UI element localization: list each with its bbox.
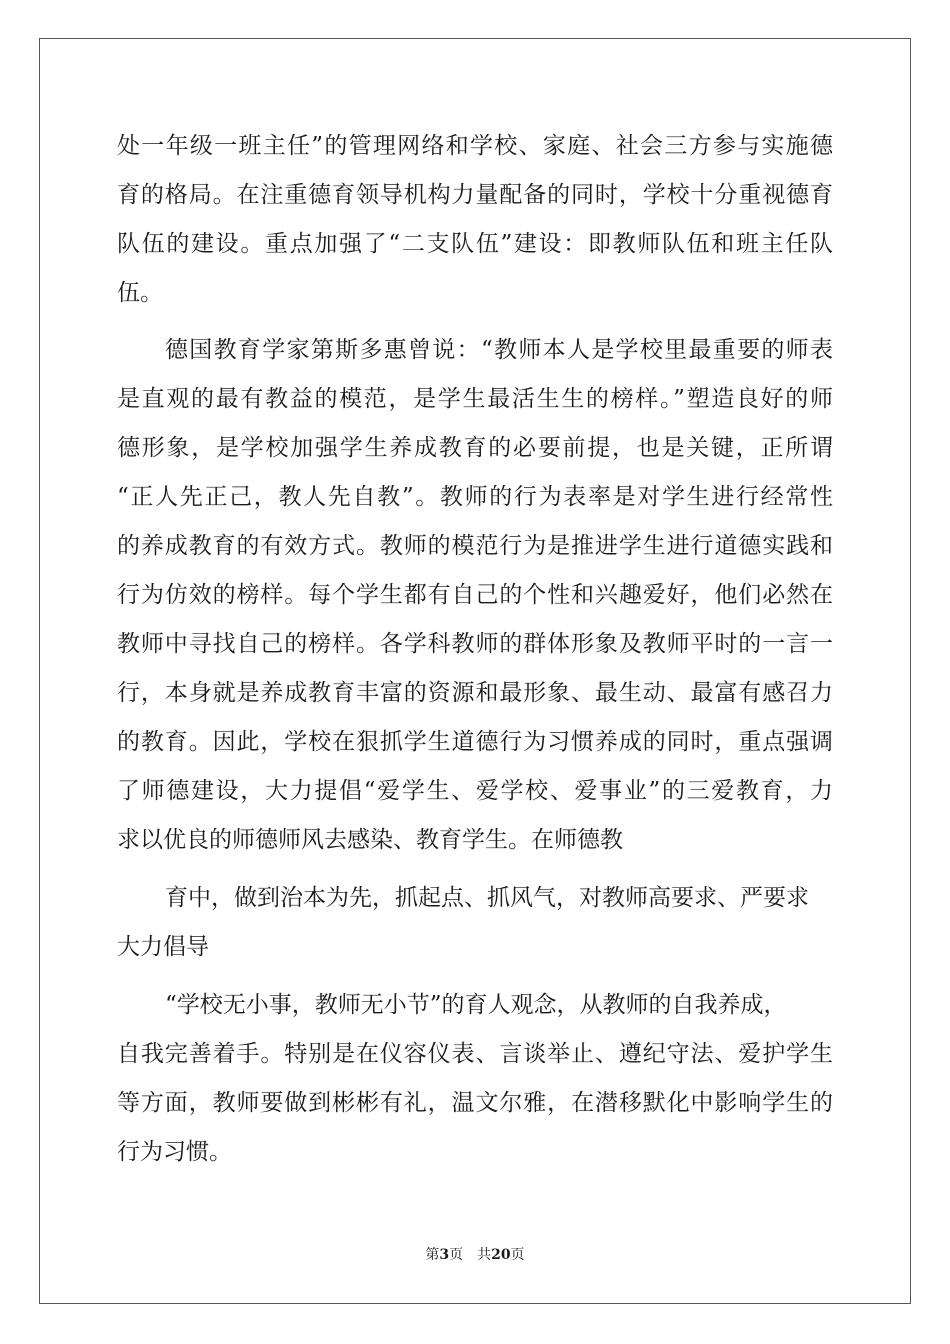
total-suffix: 页 (510, 1247, 525, 1263)
text-line: 求以优良的师德师风去感染、教育学生。在师德教 (117, 827, 623, 853)
text-line: 的教育。因此，学校在狠抓学生道德行为习惯养成的同时，重点强调 (117, 729, 833, 755)
page-prefix: 第 (425, 1247, 440, 1263)
text-line: 等方面，教师要做到彬彬有礼，温文尔雅，在潜移默化中影响学生的 (117, 1090, 833, 1116)
text-line: 的养成教育的有效方式。教师的模范行为是推进学生进行道德实践和 (117, 533, 833, 559)
text-line: “正人先正己，教人先自教”。教师的行为表率是对学生进行经常性 (117, 484, 833, 510)
text-line: 队伍的建设。重点加强了“二支队伍”建设：即教师队伍和班主任队 (117, 231, 833, 257)
text-line: 自我完善着手。特别是在仪容仪表、言谈举止、遵纪守法、爱护学生 (117, 1041, 833, 1067)
text-line: 是直观的最有教益的模范，是学生最活生生的榜样。”塑造良好的师 (117, 386, 833, 412)
text-line: 了师德建设，大力提倡“爱学生、爱学校、爱事业”的三爱教育，力 (117, 778, 833, 804)
total-page-number: 20 (491, 1247, 511, 1263)
text-line: 德形象，是学校加强学生养成教育的必要前提，也是关键，正所谓 (117, 435, 833, 461)
paragraph-start-line: 育中，做到治本为先，抓起点、抓风气，对教师高要求、严要求 (165, 885, 809, 911)
text-line: 教师中寻找自己的榜样。各学科教师的群体形象及教师平时的一言一 (117, 631, 833, 657)
text-line: 伍。 (117, 280, 163, 306)
text-line: 行，本身就是养成教育丰富的资源和最形象、最生动、最富有感召力 (117, 680, 833, 706)
text-line: 育的格局。在注重德育领导机构力量配备的同时，学校十分重视德育 (117, 182, 833, 208)
page-suffix: 页 (449, 1247, 464, 1263)
text-line: 行为仿效的榜样。每个学生都有自己的个性和兴趣爱好，他们必然在 (117, 582, 833, 608)
text-line: 大力倡导 (117, 934, 209, 960)
text-line: 处一年级一班主任”的管理网络和学校、家庭、社会三方参与实施德 (117, 133, 833, 159)
total-prefix: 共 (477, 1247, 492, 1263)
paragraph-start-line: 德国教育学家第斯多惠曾说：“教师本人是学校里最重要的师表 (165, 337, 833, 363)
page-footer (0, 1245, 950, 1265)
current-page-number: 3 (439, 1247, 450, 1263)
text-line: 行为习惯。 (117, 1139, 232, 1165)
paragraph-start-line: “学校无小事，教师无小节”的育人观念，从教师的自我养成， (165, 992, 787, 1018)
